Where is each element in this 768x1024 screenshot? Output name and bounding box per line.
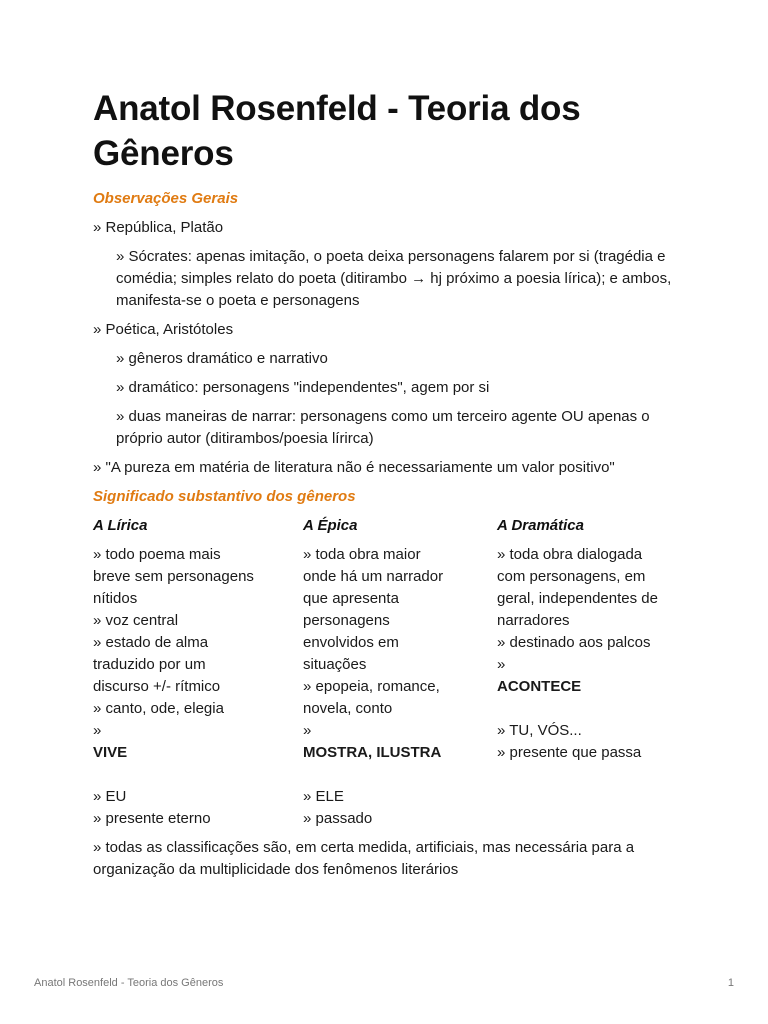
column-dramatica	[497, 515, 693, 764]
column-line: » ELE	[303, 788, 344, 805]
column-line: discurso +/- rítmico	[93, 678, 221, 695]
column-line: » todo poema mais	[93, 546, 221, 563]
column-line: » canto, ode, elegia	[93, 700, 224, 717]
column-line: envolvidos em	[303, 634, 399, 651]
column-heading: A Épica	[303, 517, 358, 534]
column-line: » passado	[303, 810, 373, 827]
footer-title: Anatol Rosenfeld - Teoria dos Gêneros	[34, 977, 224, 989]
column-spacer	[303, 764, 483, 786]
genres-columns	[93, 515, 693, 837]
column-heading: A Lírica	[93, 517, 148, 534]
list-item: » gêneros dramático e narrativo	[116, 350, 328, 367]
column-line: »	[93, 722, 102, 739]
column-line: personagens	[303, 612, 390, 629]
column-line: situações	[303, 656, 367, 673]
column-line: nítidos	[93, 590, 138, 607]
list-item: » Poética, Aristótoles	[93, 321, 234, 338]
column-line: onde há um narrador	[303, 568, 444, 585]
column-line: » presente que passa	[497, 744, 642, 761]
column-line: » presente eterno	[93, 810, 211, 827]
document-page	[93, 86, 693, 881]
list-item: » "A pureza em matéria de literatura não é necessariamente um valor positivo"	[93, 459, 615, 476]
column-lirica	[93, 515, 283, 830]
conclusion-paragraph: » todas as classificações são, em certa medida, artificiais, mas necessária para a organização da multiplicidade dos fenômenos literários	[93, 839, 635, 878]
column-line: » toda obra dialogada	[497, 546, 643, 563]
column-heading: A Dramática	[497, 517, 584, 534]
column-line: »	[303, 722, 312, 739]
section-heading-significado: Significado substantivo dos gêneros	[93, 488, 356, 505]
column-line: » estado de alma	[93, 634, 209, 651]
page-number: 1	[727, 977, 734, 989]
page-title: Anatol Rosenfeld - Teoria dos Gêneros	[93, 89, 581, 173]
column-keyword: MOSTRA, ILUSTRA	[303, 744, 442, 761]
list-item: » República, Platão	[93, 219, 224, 236]
column-keyword: ACONTECE	[497, 678, 582, 695]
column-line: » voz central	[93, 612, 179, 629]
column-epica	[303, 515, 483, 830]
list-item: » Sócrates: apenas imitação, o poeta deixa personagens falarem por si (tragédia e comédia; simples relato do poeta (ditirambo → hj próximo a poesia lírica); e ambos, manifesta-se o poeta e personagens	[116, 248, 672, 309]
column-line: geral, independentes de	[497, 590, 658, 607]
column-line: traduzido por um	[93, 656, 206, 673]
list-item: » duas maneiras de narrar: personagens como um terceiro agente OU apenas o próprio autor (ditirambos/poesia lírirca)	[116, 408, 650, 447]
column-line: » EU	[93, 788, 127, 805]
column-line: » destinado aos palcos	[497, 634, 651, 651]
column-line: » toda obra maior	[303, 546, 421, 563]
column-line: »	[497, 656, 506, 673]
column-line: novela, conto	[303, 700, 393, 717]
column-spacer	[497, 698, 693, 720]
column-keyword: VIVE	[93, 744, 128, 761]
column-line: » TU, VÓS...	[497, 722, 582, 739]
column-line: com personagens, em	[497, 568, 646, 585]
section-heading-observacoes: Observações Gerais	[93, 190, 239, 207]
column-line: que apresenta	[303, 590, 399, 607]
list-item: » dramático: personagens "independentes", agem por si	[116, 379, 490, 396]
column-line: breve sem personagens	[93, 568, 254, 585]
column-line: narradores	[497, 612, 570, 629]
column-line: » epopeia, romance,	[303, 678, 440, 695]
column-spacer	[93, 764, 283, 786]
